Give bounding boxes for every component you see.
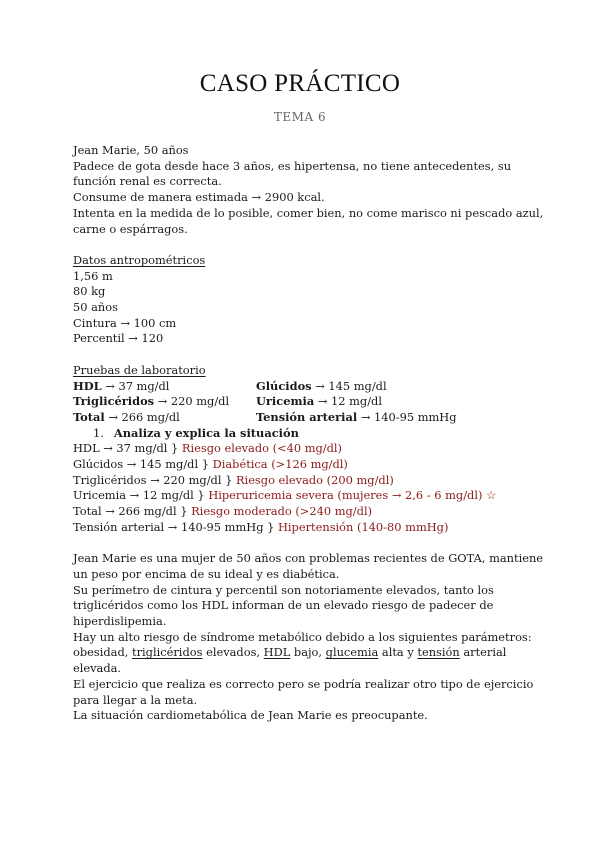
patient-name: Jean Marie, 50 años [73,143,189,157]
antropometric-item: 80 kg [73,284,106,299]
lab-result: Uricemia → 12 mg/dl [256,394,382,409]
antropometric-item: 50 años [73,300,118,315]
antropometric-item: 1,56 m [73,268,113,283]
analysis-row: Triglicéridos → 220 mg/dl } Riesgo elevado (200 mg/dl) [73,472,394,487]
document-body [73,143,553,724]
conclusion-paragraph: Su perímetro de cintura y percentil son notoriamente elevados, tanto los triglicéridos como los HDL informan de un elevado riesgo de padecer de hiperdislipemia. [73,582,494,629]
conclusion-paragraph: El ejercicio que realiza es correcto pero se podría realizar otro tipo de ejercicio para llegar a la meta. [73,676,534,707]
antropometricos-heading: Datos antropométricos [73,252,206,267]
question-heading: 1. Analiza y explica la situación [93,425,299,440]
antropometric-item: Percentil → 120 [73,331,164,346]
page-title: CASO PRÁCTICO [199,70,401,97]
analysis-row: Glúcidos → 145 mg/dl } Diabética (>126 mg/dl) [73,457,348,472]
analysis-row: Total → 266 mg/dl } Riesgo moderado (>240 mg/dl) [73,504,373,519]
analysis-row: HDL → 37 mg/dl } Riesgo elevado (<40 mg/dl) [73,441,342,456]
analysis-row: Uricemia → 12 mg/dl } Hiperuricemia severa (mujeres → 2,6 - 6 mg/dl) ☆ [73,488,497,503]
lab-result: Glúcidos → 145 mg/dl [256,378,387,393]
lab-result: Total → 266 mg/dl [73,409,180,424]
lab-results-grid [73,379,553,426]
patient-history: Padece de gota desde hace 3 años, es hipertensa, no tiene antecedentes, su función renal es correcta. [73,158,512,189]
conclusion-paragraph: Hay un alto riesgo de síndrome metabólico debido a los siguientes parámetros: obesidad, triglicéridos elevados, HDL bajo, glucemia alta y tensión arterial elevada. [73,629,532,676]
laboratorio-heading: Pruebas de laboratorio [73,362,206,377]
antropometric-item: Cintura → 100 cm [73,315,177,330]
lab-result: HDL → 37 mg/dl [73,378,170,393]
patient-diet: Intenta en la medida de lo posible, comer bien, no come marisco ni pescado azul, carne o espárragos. [73,205,544,236]
conclusion-paragraph: Jean Marie es una mujer de 50 años con problemas recientes de GOTA, mantiene un peso por encima de su ideal y es diabética. [73,551,544,581]
lab-result: Triglicéridos → 220 mg/dl [73,394,230,409]
analysis-row: Tensión arterial → 140-95 mmHg } Hipertensión (140-80 mmHg) [73,519,449,534]
patient-intake: Consume de manera estimada → 2900 kcal. [73,190,325,205]
page-subtitle: TEMA 6 [273,110,327,124]
conclusion-paragraph: La situación cardiometabólica de Jean Marie es preocupante. [73,708,428,723]
lab-result: Tensión arterial → 140-95 mmHg [256,409,457,424]
